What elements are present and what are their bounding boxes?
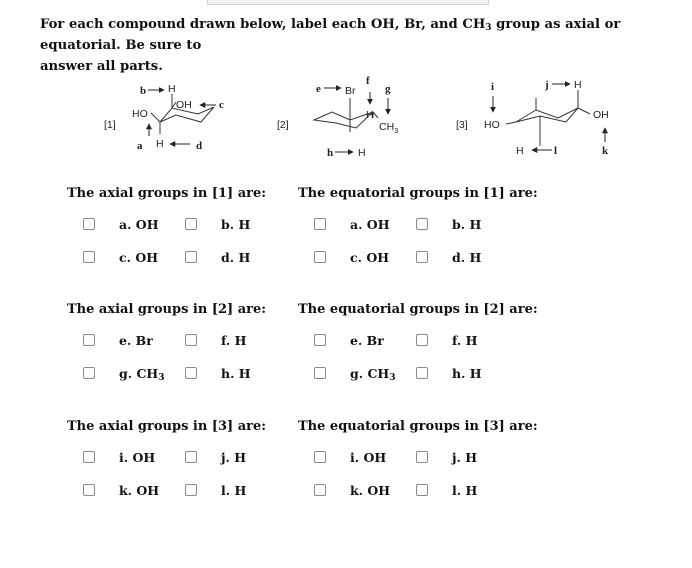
option-label: [452, 250, 504, 265]
option-text: b. H: [452, 216, 482, 232]
answer-option[interactable]: [314, 366, 402, 381]
answer-option[interactable]: [314, 333, 402, 348]
compound-1: [104, 83, 224, 152]
group-heading: The equatorial groups in [1] are:: [298, 186, 538, 201]
answer-group-6: [298, 419, 538, 514]
option-text: e. Br: [119, 332, 153, 348]
label-a: a: [137, 140, 143, 152]
checkbox[interactable]: [314, 451, 326, 463]
option-label: [350, 483, 402, 498]
option-label: [221, 217, 273, 232]
checkbox[interactable]: [185, 218, 197, 230]
checkbox[interactable]: [185, 367, 197, 379]
option-text: h. H: [452, 365, 482, 381]
checkbox[interactable]: [314, 251, 326, 263]
label-d: d: [196, 140, 203, 152]
option-text: l. H: [221, 482, 247, 498]
option-label: [452, 483, 504, 498]
option-row: [298, 215, 538, 233]
chair-ring-3: [516, 108, 578, 122]
checkbox[interactable]: [83, 451, 95, 463]
answer-option[interactable]: [314, 250, 402, 265]
answer-option[interactable]: [416, 450, 504, 465]
option-label: [221, 483, 273, 498]
checkbox[interactable]: [314, 334, 326, 346]
option-text: a. OH: [119, 216, 159, 232]
option-label: [221, 333, 273, 348]
option-label: [350, 333, 402, 348]
answer-option[interactable]: [185, 366, 273, 381]
option-row: [298, 364, 538, 382]
bond-oh-3: [578, 108, 590, 114]
label-k: k: [602, 145, 609, 157]
option-label: [119, 333, 171, 348]
option-row: [298, 481, 538, 499]
label-j: j: [545, 79, 549, 91]
option-text: d. H: [452, 249, 482, 265]
checkbox[interactable]: [83, 218, 95, 230]
option-text: g. CH: [119, 365, 159, 381]
answer-option[interactable]: [83, 366, 171, 381]
answer-option[interactable]: [83, 250, 171, 265]
oh-label-3: OH: [593, 109, 609, 121]
answer-group-3: [67, 302, 273, 397]
checkbox[interactable]: [83, 484, 95, 496]
group-heading: The axial groups in [3] are:: [67, 419, 267, 434]
label-l: l: [554, 145, 558, 157]
checkbox[interactable]: [185, 251, 197, 263]
question-line2: answer all parts.: [40, 59, 163, 74]
checkbox[interactable]: [314, 218, 326, 230]
checkbox[interactable]: [185, 451, 197, 463]
chair-ring-2: [314, 112, 373, 128]
option-label: [452, 333, 504, 348]
option-text: g. CH: [350, 365, 390, 381]
label-e: e: [316, 83, 321, 95]
option-text: h. H: [221, 365, 251, 381]
ho-label-3: HO: [484, 119, 500, 131]
h-top-label-3: H: [574, 79, 582, 91]
option-label: [221, 366, 273, 381]
group-heading: The equatorial groups in [2] are:: [298, 302, 538, 317]
question-sub: 3: [485, 23, 492, 33]
compound-1-number: [1]: [104, 119, 116, 131]
option-label: [350, 217, 402, 232]
option-label: [119, 483, 171, 498]
answer-option[interactable]: [83, 483, 171, 498]
option-label: [119, 250, 171, 265]
option-text: f. H: [452, 332, 478, 348]
option-label: [221, 450, 273, 465]
answer-group-5: [67, 419, 273, 514]
option-row: [298, 448, 538, 466]
option-label: [452, 366, 504, 381]
answer-option[interactable]: [416, 333, 504, 348]
checkbox[interactable]: [83, 367, 95, 379]
bond-ch3: [373, 112, 378, 118]
compound-2-number: [2]: [277, 119, 289, 131]
group-heading: The axial groups in [2] are:: [67, 302, 267, 317]
option-row: [298, 331, 538, 349]
br-label: Br: [345, 85, 356, 97]
answer-option[interactable]: [416, 483, 504, 498]
ho-label-1: HO: [132, 108, 148, 120]
h-top-label-1: H: [168, 83, 176, 95]
option-row: [67, 448, 273, 466]
group-heading: The axial groups in [1] are:: [67, 186, 267, 201]
answer-option[interactable]: [416, 250, 504, 265]
option-text: e. Br: [350, 332, 384, 348]
answer-option[interactable]: [314, 217, 402, 232]
label-g: g: [385, 83, 391, 95]
option-label: [119, 217, 171, 232]
option-text: d. H: [221, 249, 251, 265]
checkbox[interactable]: [416, 484, 428, 496]
option-text: k. OH: [119, 482, 160, 498]
option-text: c. OH: [350, 249, 390, 265]
answer-option[interactable]: [185, 333, 273, 348]
option-text: i. OH: [119, 449, 156, 465]
answer-option[interactable]: [83, 217, 171, 232]
checkbox[interactable]: [314, 484, 326, 496]
h-axial-label-2: H: [366, 109, 374, 121]
question-text: [40, 14, 680, 77]
answer-group-2: [298, 186, 538, 281]
checkbox[interactable]: [416, 251, 428, 263]
option-row: [67, 331, 273, 349]
option-text: j. H: [221, 449, 247, 465]
option-text: i. OH: [350, 449, 387, 465]
compound-3: [456, 79, 609, 157]
label-h: h: [327, 147, 334, 159]
checkbox[interactable]: [185, 484, 197, 496]
label-b: b: [140, 85, 147, 97]
compound-2: [277, 75, 398, 159]
h-bottom-label-3: H: [516, 145, 524, 157]
option-label: [452, 217, 504, 232]
h-bottom-label-1: H: [156, 138, 164, 150]
option-row: [67, 364, 273, 382]
option-row: [67, 481, 273, 499]
option-label: [452, 450, 504, 465]
answer-option[interactable]: [314, 450, 402, 465]
option-row: [298, 248, 538, 266]
checkbox[interactable]: [416, 367, 428, 379]
option-text: f. H: [221, 332, 247, 348]
answer-option[interactable]: [185, 450, 273, 465]
top-tab-strip: [207, 0, 489, 5]
option-subscript: 3: [158, 372, 165, 383]
checkbox[interactable]: [416, 218, 428, 230]
label-i: i: [491, 81, 495, 93]
answer-option[interactable]: [416, 366, 504, 381]
option-text: l. H: [452, 482, 478, 498]
option-label: [350, 250, 402, 265]
option-label: [350, 366, 402, 381]
question-line1: For each compound drawn below, label each OH, Br, and CH: [40, 17, 486, 32]
option-text: a. OH: [350, 216, 390, 232]
answer-group-1: [67, 186, 273, 281]
answer-option[interactable]: [83, 450, 171, 465]
option-row: [67, 215, 273, 233]
option-text: j. H: [452, 449, 478, 465]
answer-option[interactable]: [314, 483, 402, 498]
chair-structures: [0, 70, 692, 170]
label-c: c: [219, 99, 224, 111]
checkbox[interactable]: [314, 367, 326, 379]
option-subscript: 3: [389, 372, 396, 383]
question-line1-end: group as axial or equatorial. Be sure to: [40, 17, 621, 53]
answer-option[interactable]: [185, 250, 273, 265]
option-label: [350, 450, 402, 465]
ch3-label-2: $CH_3$: [379, 121, 399, 135]
bond-ho-3: [506, 122, 516, 124]
option-text: c. OH: [119, 249, 159, 265]
group-heading: The equatorial groups in [3] are:: [298, 419, 538, 434]
h-bottom-label-2: H: [358, 147, 366, 159]
checkbox[interactable]: [416, 451, 428, 463]
option-label: [119, 366, 171, 381]
answer-option[interactable]: [185, 217, 273, 232]
checkbox[interactable]: [416, 334, 428, 346]
checkbox[interactable]: [83, 251, 95, 263]
answer-group-4: [298, 302, 538, 397]
bond-ho: [151, 113, 160, 122]
option-text: b. H: [221, 216, 251, 232]
checkbox[interactable]: [185, 334, 197, 346]
answer-option[interactable]: [83, 333, 171, 348]
answer-option[interactable]: [416, 217, 504, 232]
option-label: [221, 250, 273, 265]
checkbox[interactable]: [83, 334, 95, 346]
compound-3-number: [3]: [456, 119, 468, 131]
oh-label-1: OH: [176, 99, 192, 111]
option-row: [67, 248, 273, 266]
label-f: f: [366, 75, 370, 87]
answer-option[interactable]: [185, 483, 273, 498]
option-label: [119, 450, 171, 465]
option-text: k. OH: [350, 482, 391, 498]
